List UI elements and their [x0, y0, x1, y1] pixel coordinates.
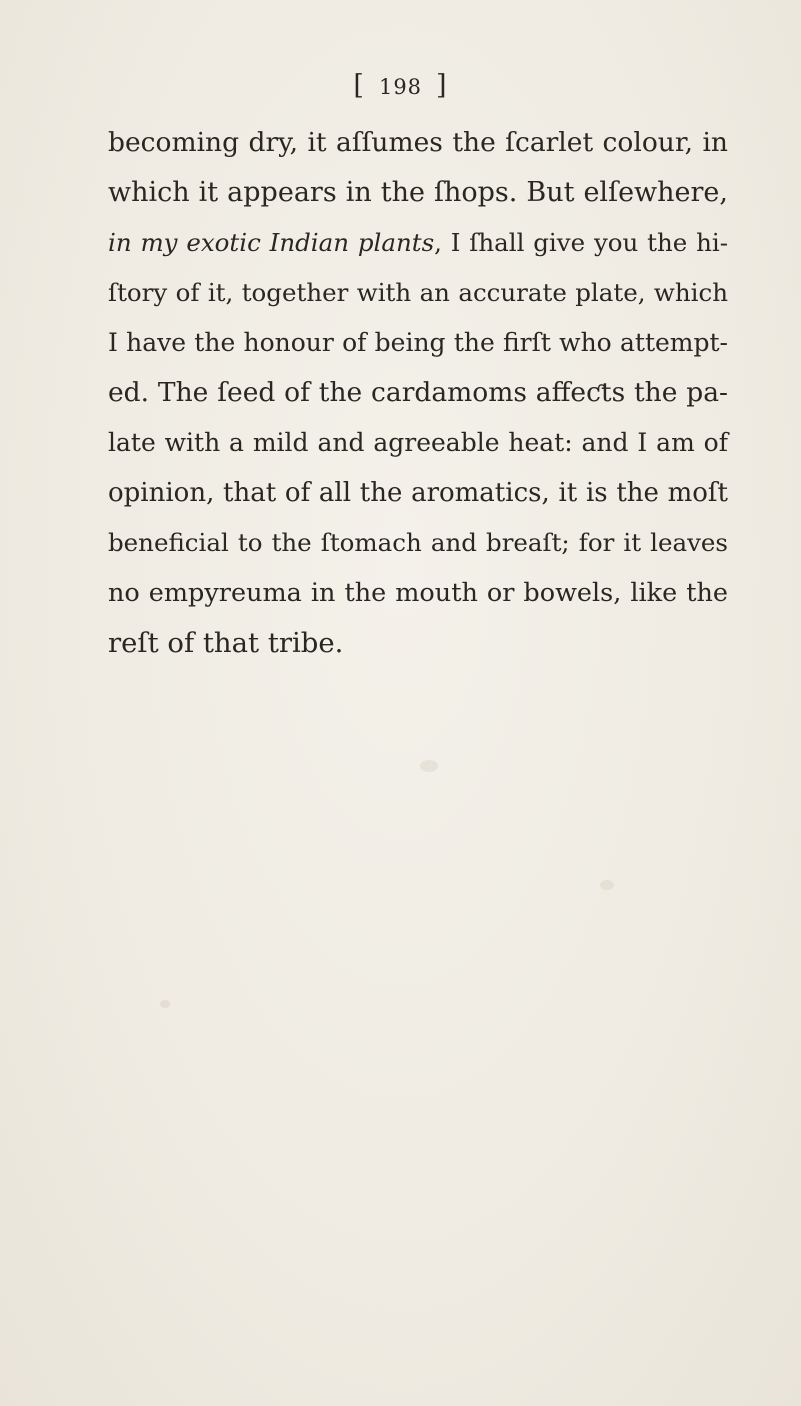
text-segment: beneficial to the ſtomach and breaſt; for it leaves	[108, 528, 728, 557]
text-line	[108, 273, 728, 323]
text-segment: which it appears in the ſhops. But elſewhere,	[108, 177, 728, 208]
italic-text-segment: in my exotic Indian plants	[108, 228, 435, 257]
text-segment: reſt of that tribe.	[108, 627, 344, 659]
text-line	[108, 223, 728, 273]
page-number: 198	[378, 75, 423, 99]
paper-stain	[160, 1000, 170, 1008]
text-segment: no empyreuma in the mouth or bowels, like the	[108, 578, 728, 608]
text-line	[108, 323, 728, 373]
text-segment: becoming dry, it aſſumes the ſcarlet colour, in	[108, 127, 728, 158]
text-line	[108, 423, 728, 473]
text-segment: ſtory of it, together with an accurate plate, which	[108, 278, 728, 307]
text-line	[108, 623, 728, 673]
text-line	[108, 473, 728, 523]
text-line	[108, 523, 728, 573]
page-header	[0, 70, 801, 101]
text-segment: late with a mild and agreeable heat: and I am of	[108, 428, 728, 457]
header-right-bracket: ]	[436, 70, 448, 101]
text-line	[108, 573, 728, 623]
text-segment: ed. The ſeed of the cardamoms affeƈts the pa-	[108, 377, 728, 408]
text-segment: , I ſhall give you the hi-	[434, 228, 728, 257]
paper-stain	[600, 880, 614, 890]
paper-stain	[420, 760, 438, 772]
text-line	[108, 373, 728, 423]
header-left-bracket: [	[353, 70, 365, 101]
body-text	[108, 123, 728, 673]
text-line	[108, 123, 728, 173]
text-segment: opinion, that of all the aromatics, it is the moſt	[108, 478, 728, 508]
text-line	[108, 173, 728, 223]
text-segment: I have the honour of being the firſt who attempt-	[108, 328, 728, 357]
